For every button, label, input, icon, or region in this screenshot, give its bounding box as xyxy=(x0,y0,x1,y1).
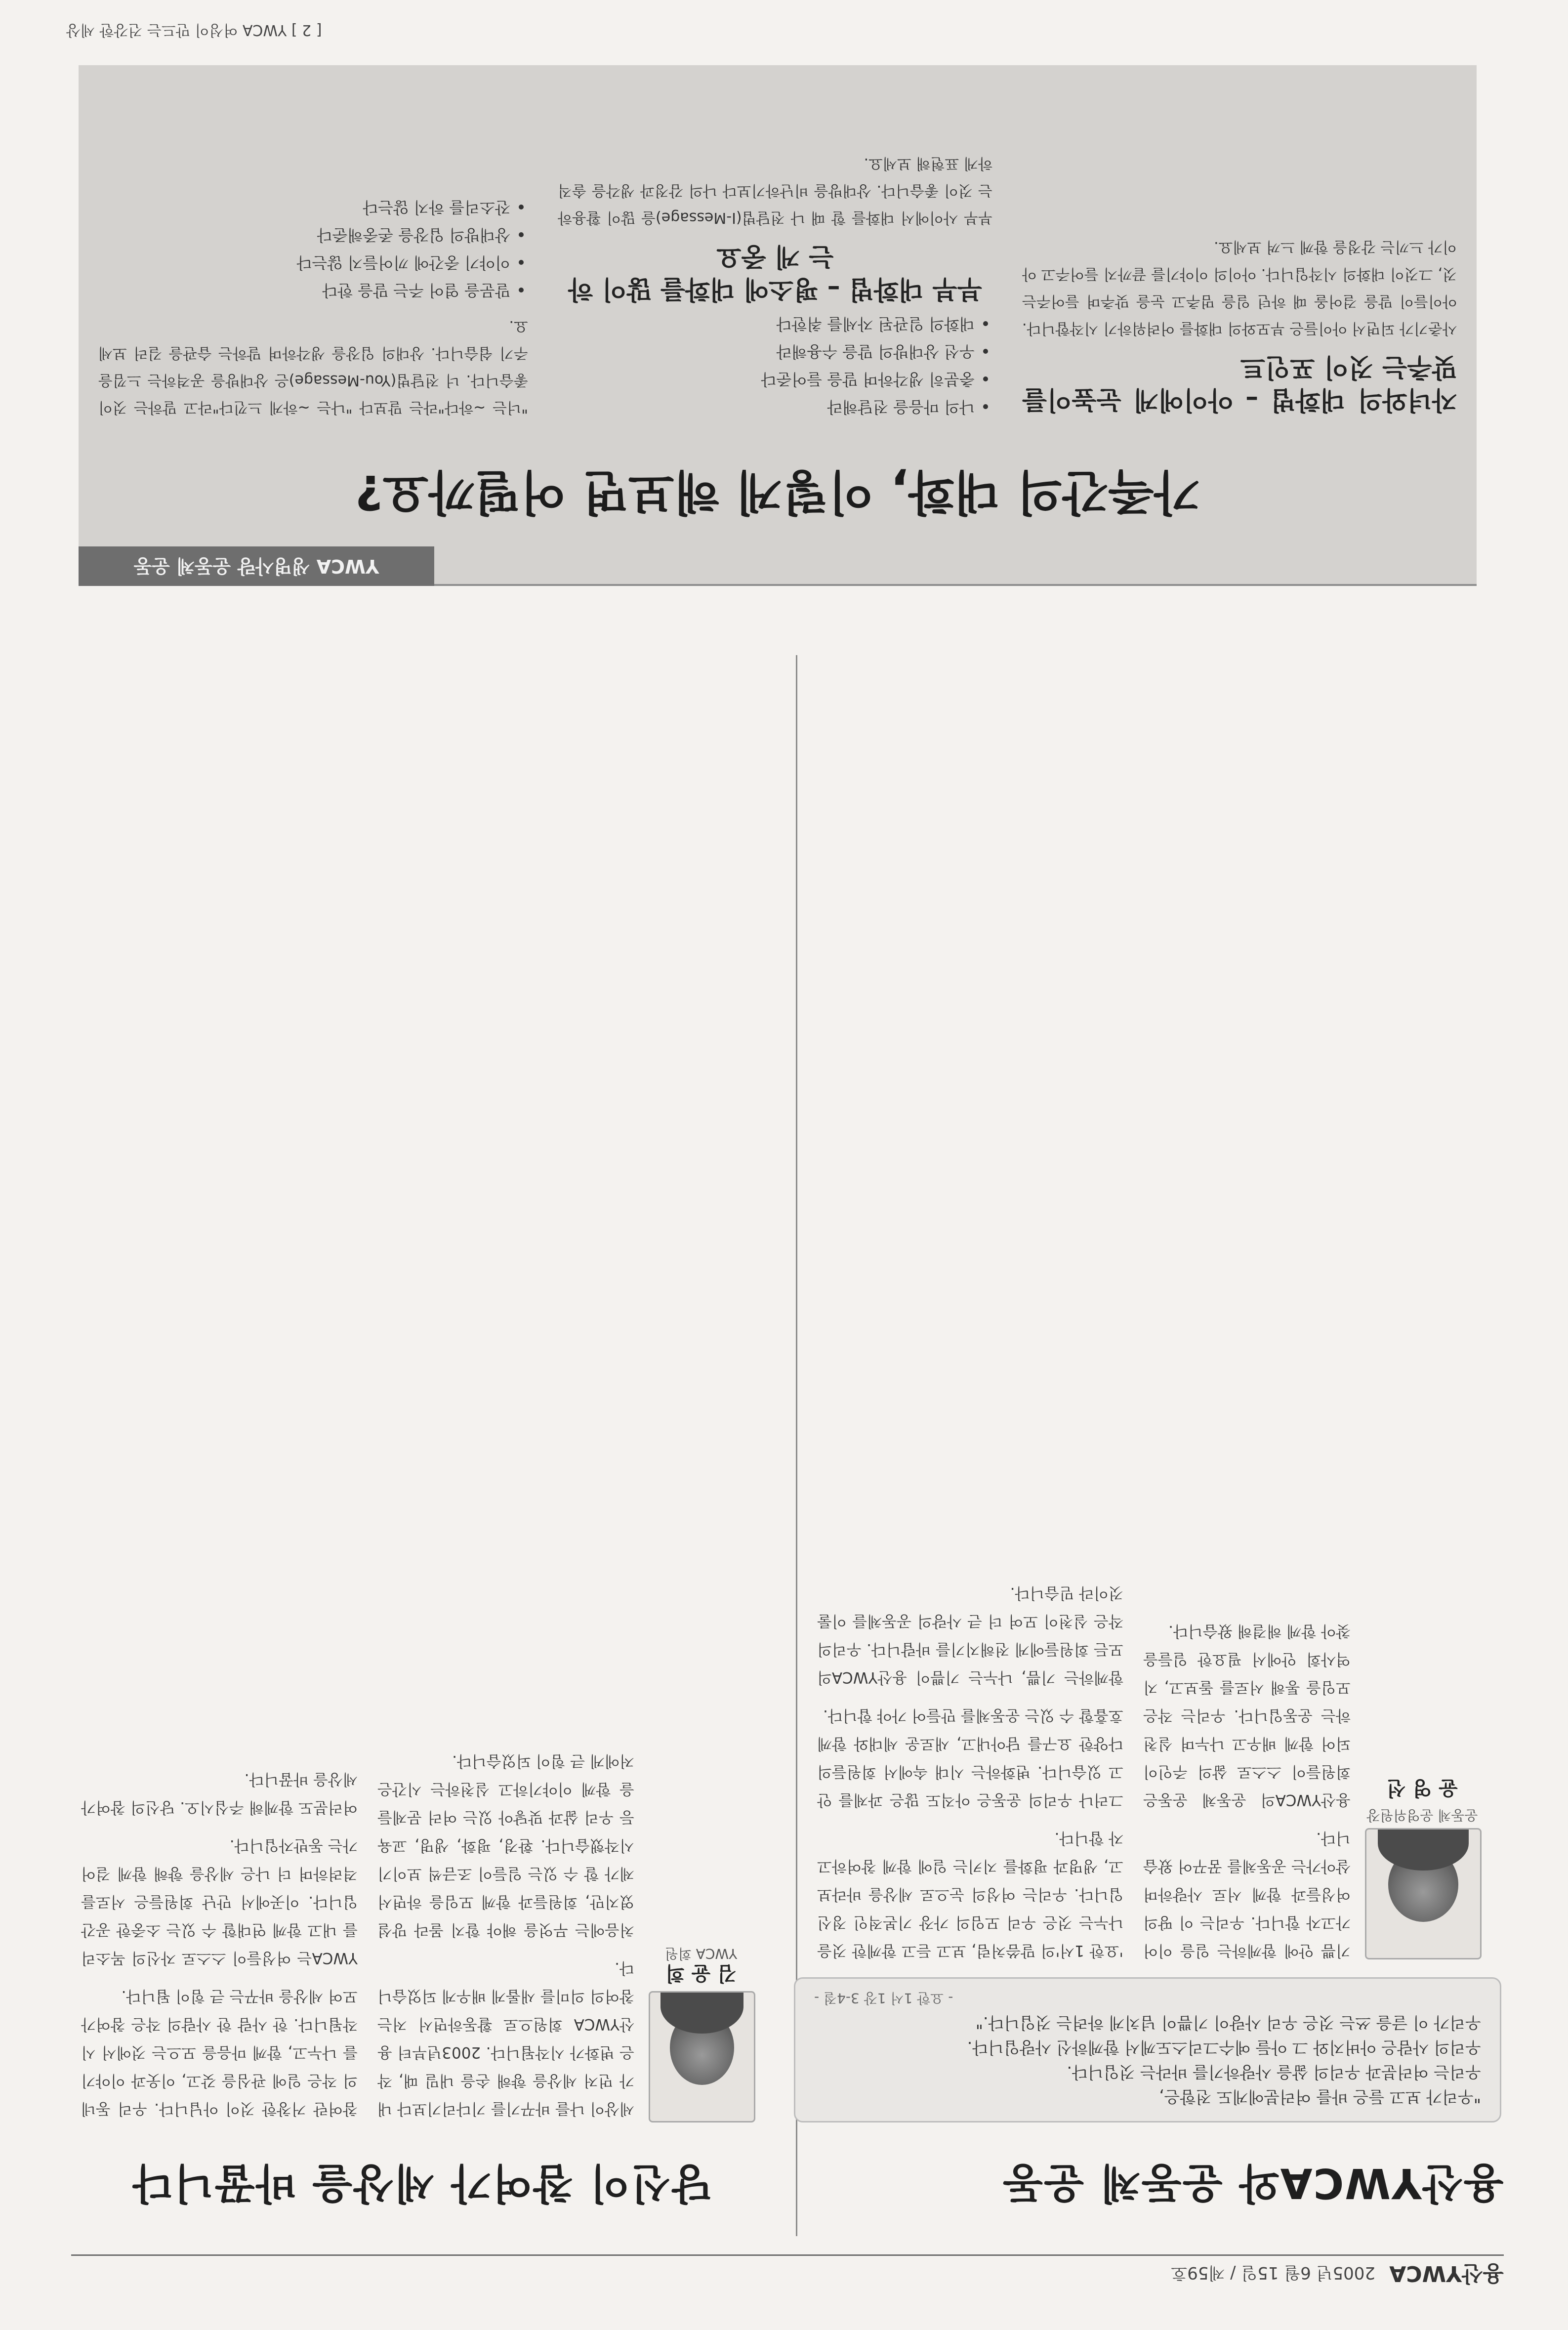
list-item: • 우선 상대방의 말을 수용해라 xyxy=(558,338,975,366)
list-item: • 잔소리를 하지 않는다 xyxy=(98,194,510,221)
list-item: • 충분히 생각하며 말을 들어준다 xyxy=(558,366,975,393)
masthead-brand: 용산YWCA xyxy=(1389,2261,1504,2286)
feature-column-3 xyxy=(98,80,528,421)
author-portrait xyxy=(649,1991,755,2122)
portrait-body-icon xyxy=(660,1991,743,2034)
masthead xyxy=(71,2254,1504,2295)
paragraph: YWCA는 여성들이 스스로 자신의 목소리를 내고 함께 연대할 수 있는 소중한 공간입니다. 이곳에서 만난 회원들은 서로를 격려하며 더 나은 세상을 향해 함께 걸어가는 동반자입니다. xyxy=(81,1836,358,1967)
article-right-column-1 xyxy=(1143,655,1351,1964)
list-item: • 이야기 중간에 끼어들지 않는다 xyxy=(98,249,510,277)
quote-line: 우리의 사람은 아버지와 그 아들 예수그리스도께서 함께하신 사랑입니다. xyxy=(967,2038,1481,2057)
tips-list xyxy=(98,194,528,304)
issue-date: 2005년 6월 15일 / 제59호 xyxy=(1171,2263,1375,2283)
paragraph: 용산YWCA의 운동체 운동은 회원들이 스스로 삶의 주인이 되어 함께 배우고 나누며 실천하는 운동입니다. 우리는 작은 모임을 통해 서로를 돌보고, 지역사회 안에서 필요한 일들을 찾아 함께 해결해 왔습니다. xyxy=(1143,1622,1351,1809)
paragraph: 함께하는 기쁨, 나누는 기쁨이 용산YWCA의 모든 회원들에게 전해지기를 바랍니다. 우리의 작은 실천이 모여 더 큰 사랑의 공동체를 이룰 것이라 믿습니다. xyxy=(817,1584,1123,1686)
quote-line: "우리가 보고 들은 바를 여러분에게도 전함은, xyxy=(1159,2087,1481,2107)
paragraph: '요한 1서'의 말씀처럼, 보고 듣고 함께한 것을 나누는 것은 우리 모임의 가장 기본적인 정신입니다. 우리는 여성의 눈으로 세상을 바라보고, 생명과 평화를 지키는 일에 함께 참여하고자 합니다. xyxy=(817,1829,1123,1959)
portrait-body-icon xyxy=(1378,1828,1469,1871)
article-left-headline: 당신이 참여가 세상을 바꿉니다 xyxy=(131,2159,712,2207)
feature-text: "너는 ~하다"라는 말보다 "나는 ~하게 느낀다"라고 말하는 것이 좋습니다. 너 전달법(You-Message)은 상대방을 공격하는 느낌을 주기 쉽습니다. 상대의 입장을 생각하며 말하는 습관을 길러 보세요. xyxy=(98,317,528,416)
author-name: 윤 영 선 xyxy=(1387,1777,1458,1799)
author-portrait xyxy=(1365,1828,1482,1959)
feature-column-2 xyxy=(558,80,992,421)
feature-title: 가족간의 대화, 이렇게 해보면 어떨까요? xyxy=(355,464,1200,520)
paragraph: 기쁨 안에 함께하는 일을 이어가고자 합니다. 우리는 이 땅의 여성들과 함께 서로 사랑하며 살아가는 공동체를 꿈꾸어 왔습니다. xyxy=(1143,1829,1351,1959)
author-role: YWCA 회원 xyxy=(664,1946,738,1962)
author-role: 운동체 운영위원장 xyxy=(1366,1807,1478,1824)
list-item: • 말문을 열어 주는 말을 한다 xyxy=(98,277,510,304)
feature-section-tag: YWCA 생명사랑 운동체 운동 xyxy=(79,546,434,586)
paragraph: 참여란 거창한 것이 아닙니다. 우리 동네의 작은 일에 관심을 갖고, 이웃과 이야기를 나누고, 함께 마음을 모으는 것에서 시작됩니다. 한 사람 한 사람의 작은 참여가 모여 세상을 바꾸는 큰 힘이 됩니다. xyxy=(81,1987,358,2118)
article-left-column-1 xyxy=(377,650,634,2122)
paragraph: 세상이 나를 바꾸기를 기다리기보다 내가 먼저 세상을 향해 손을 내밀 때, 작은 변화가 시작됩니다. 2003년부터 용산YWCA 회원으로 활동하면서 저는 참여의 의미를 새롭게 배우게 되었습니다. xyxy=(377,1959,634,2118)
page-section-label: [ 2 ] YWCA 여성이 만드는 건강한 세상 xyxy=(66,21,322,39)
list-item: • 상대방의 입장을 존중해준다 xyxy=(98,221,510,249)
feature-text: 사춘기가 되면서 아이들은 부모와의 대화를 어려워하기 시작합니다. 아이들이 말을 걸어올 때 하던 일을 멈추고 눈을 맞추며 들어주는 것, 그것이 대화의 시작입니다. 아이의 이야기를 끝까지 들어주고 아이가 느끼는 감정을 함께 느껴 보세요. xyxy=(1022,238,1457,337)
scripture-quote xyxy=(794,1977,1501,2122)
family-dialogue-feature xyxy=(79,65,1477,586)
feature-column-1 xyxy=(1022,80,1457,421)
quote-source: - 요한 1서 1장 3-4절 - xyxy=(814,1990,953,2006)
tips-list xyxy=(558,310,992,421)
feature-subtitle: 부부 대화법 – 평소에 대화를 많이 하는 게 중요 xyxy=(568,242,982,304)
feature-text: 부부 사이에서 대화를 할 때 나 전달법(I-Message)을 많이 활용하는 것이 좋습니다. 상대방을 비난하기보다 나의 감정과 생각을 솔직하게 표현해 보세요. xyxy=(558,155,992,226)
article-left-column-2 xyxy=(81,650,358,2122)
list-item: • 대화의 일관된 자세를 취한다 xyxy=(558,310,975,338)
feature-subtitle: 자녀와의 대화법 – 아이에게 눈높이를 맞추는 것이 포인트 xyxy=(1022,352,1457,415)
author-name: 김 윤 희 xyxy=(665,1962,737,1985)
paragraph: 그러나 우리의 운동은 아직도 많은 과제를 안고 있습니다. 변화하는 시대 속에서 회원들의 다양한 요구를 담아내고, 새로운 세대와 함께 호흡할 수 있는 운동체를 만들어 가야 합니다. xyxy=(817,1706,1123,1809)
article-right-column-2 xyxy=(817,655,1123,1964)
list-item: • 나의 마음을 전달해라 xyxy=(558,393,975,421)
paragraph: 여러분도 함께해 주십시오. 당신의 참여가 세상을 바꿉니다. xyxy=(81,1770,358,1816)
paragraph: 처음에는 무엇을 해야 할지 몰라 망설였지만, 회원들과 함께 모임을 하면서 제가 할 수 있는 일들이 조금씩 보이기 시작했습니다. 환경, 평화, 생명, 교육 등 우리 삶과 맞닿아 있는 여러 문제들을 함께 이야기하고 실천하는 시간은 저에게 큰 힘이 되었습니다. xyxy=(377,1752,634,1939)
quote-line: 우리는 여러분과 우리의 삶을 사랑하기를 바라는 것입니다. xyxy=(1067,2063,1481,2082)
article-right-headline: 용산YWCA와 운동체 운동 xyxy=(1002,2159,1504,2207)
quote-line: 우리가 이 글을 쓰는 것은 우리 사랑이 기쁨이 넘치게 하려는 것입니다." xyxy=(975,2013,1481,2033)
